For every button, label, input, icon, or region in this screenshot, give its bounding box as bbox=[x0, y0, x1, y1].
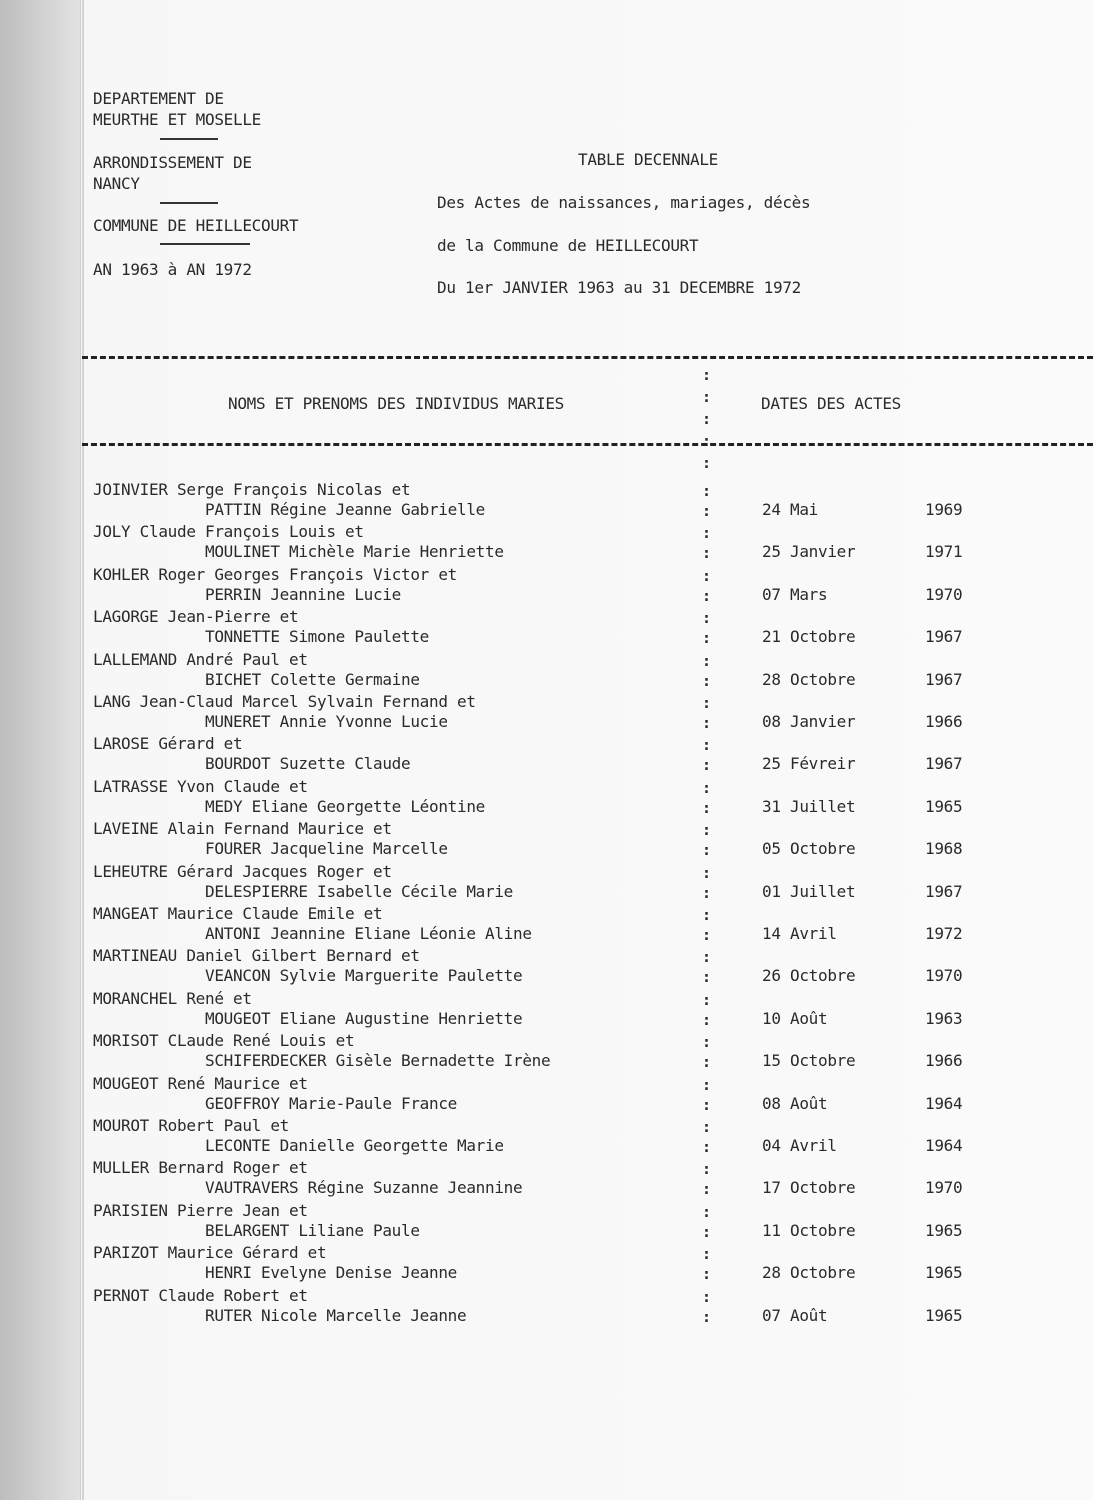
column-separator: : bbox=[702, 609, 712, 628]
entry-husband: LATRASSE Yvon Claude et bbox=[93, 776, 308, 796]
entry-wife: HENRI Evelyne Denise Jeanne bbox=[205, 1263, 457, 1283]
column-separator: : bbox=[702, 948, 712, 967]
entry-year: 1971 bbox=[925, 542, 963, 562]
entry-year: 1967 bbox=[925, 881, 963, 901]
entry-wife: MUNERET Annie Yvonne Lucie bbox=[205, 712, 448, 731]
entry-wife: BOURDOT Suzette Claude bbox=[205, 754, 411, 774]
entry-wife: PATTIN Régine Jeanne Gabrielle bbox=[205, 500, 485, 519]
column-separator: : bbox=[702, 502, 712, 520]
entry-husband: MULLER Bernard Roger et bbox=[93, 1158, 308, 1178]
dept-line2: MEURTHE ET MOSELLE bbox=[93, 110, 261, 129]
entry-husband: MORISOT CLaude René Louis et bbox=[93, 1031, 355, 1051]
column-separator: : bbox=[702, 1245, 712, 1264]
column-separator: : bbox=[702, 694, 712, 712]
arr-line1: ARRONDISSEMENT DE bbox=[93, 153, 252, 172]
page-fold bbox=[82, 0, 84, 1500]
entry-husband: LALLEMAND André Paul et bbox=[93, 649, 308, 669]
entry-year: 1970 bbox=[925, 584, 963, 604]
column-separator: : bbox=[702, 1160, 712, 1179]
column-separator: : bbox=[702, 629, 712, 648]
title-commune: de la Commune de HEILLECOURT bbox=[437, 236, 699, 255]
entry-husband: MANGEAT Maurice Claude Emile et bbox=[93, 904, 383, 923]
entry-date: 04 Avril bbox=[762, 1136, 837, 1155]
entry-date: 31 Juillet bbox=[762, 796, 856, 816]
title-subline: Des Actes de naissances, mariages, décès bbox=[437, 193, 811, 212]
entry-wife: BELARGENT Liliane Paule bbox=[205, 1220, 420, 1240]
column-separator: : bbox=[702, 821, 712, 840]
column-separator: : bbox=[702, 410, 712, 428]
entry-husband: MOUROT Robert Paul et bbox=[93, 1116, 289, 1135]
entry-year: 1967 bbox=[925, 627, 963, 647]
entry-date: 08 Août bbox=[762, 1093, 828, 1113]
column-separator: : bbox=[702, 454, 712, 472]
entry-year: 1964 bbox=[925, 1093, 963, 1113]
column-separator: : bbox=[702, 906, 712, 924]
entry-wife: SCHIFERDECKER Gisèle Bernadette Irène bbox=[205, 1051, 551, 1071]
entry-year: 1964 bbox=[925, 1136, 963, 1155]
column-separator: : bbox=[702, 1138, 712, 1156]
entry-date: 08 Janvier bbox=[762, 712, 856, 731]
entry-year: 1966 bbox=[925, 1051, 963, 1071]
entry-wife: GEOFFROY Marie-Paule France bbox=[205, 1093, 457, 1113]
commune-line: COMMUNE DE HEILLECOURT bbox=[93, 216, 299, 235]
entry-wife: RUTER Nicole Marcelle Jeanne bbox=[205, 1305, 467, 1325]
column-separator: : bbox=[702, 1222, 712, 1241]
column-separator: : bbox=[702, 671, 712, 690]
entry-wife: ANTONI Jeannine Eliane Léonie Aline bbox=[205, 924, 532, 943]
entry-husband: LANG Jean-Claud Marcel Sylvain Fernand et bbox=[93, 692, 476, 711]
document-title: TABLE DECENNALE bbox=[578, 150, 718, 169]
column-separator: : bbox=[702, 1287, 712, 1306]
entry-date: 25 Févreir bbox=[762, 754, 856, 774]
column-separator: : bbox=[702, 926, 712, 944]
entry-date: 28 Octobre bbox=[762, 1263, 856, 1283]
entry-husband: PERNOT Claude Robert et bbox=[93, 1285, 308, 1305]
divider bbox=[160, 138, 218, 140]
column-separator: : bbox=[702, 566, 712, 585]
column-separator: : bbox=[702, 1010, 712, 1029]
entry-date: 01 Juillet bbox=[762, 881, 856, 901]
entry-husband: JOINVIER Serge François Nicolas et bbox=[93, 480, 411, 499]
column-separator: : bbox=[702, 1265, 712, 1284]
column-separator: : bbox=[702, 366, 712, 384]
entry-year: 1967 bbox=[925, 754, 963, 774]
entry-year: 1967 bbox=[925, 669, 963, 689]
entry-date: 10 Août bbox=[762, 1008, 828, 1028]
entry-date: 21 Octobre bbox=[762, 627, 856, 647]
entry-wife: VAUTRAVERS Régine Suzanne Jeannine bbox=[205, 1178, 523, 1198]
entry-date: 07 Mars bbox=[762, 584, 828, 604]
entry-husband: PARIZOT Maurice Gérard et bbox=[93, 1243, 327, 1263]
column-separator: : bbox=[702, 990, 712, 1009]
entry-wife: PERRIN Jeannine Lucie bbox=[205, 584, 401, 604]
column-separator: : bbox=[702, 756, 712, 775]
entry-husband: MOUGEOT René Maurice et bbox=[93, 1073, 308, 1093]
column-separator: : bbox=[702, 883, 712, 902]
entry-date: 15 Octobre bbox=[762, 1051, 856, 1071]
column-header-names: NOMS ET PRENOMS DES INDIVIDUS MARIES bbox=[228, 394, 564, 413]
column-separator: : bbox=[702, 1095, 712, 1114]
entry-date: 05 Octobre bbox=[762, 839, 856, 859]
column-separator: : bbox=[702, 863, 712, 882]
entry-year: 1968 bbox=[925, 839, 963, 859]
entry-husband: MARTINEAU Daniel Gilbert Bernard et bbox=[93, 946, 420, 966]
column-separator: : bbox=[702, 1180, 712, 1199]
column-separator: : bbox=[702, 482, 712, 500]
entry-husband: PARISIEN Pierre Jean et bbox=[93, 1200, 308, 1220]
column-separator: : bbox=[702, 736, 712, 755]
entry-husband: LAGORGE Jean-Pierre et bbox=[93, 607, 299, 627]
column-separator: : bbox=[702, 841, 712, 860]
entry-year: 1970 bbox=[925, 966, 963, 986]
entry-wife: MOULINET Michèle Marie Henriette bbox=[205, 542, 504, 562]
entry-year: 1965 bbox=[925, 1220, 963, 1240]
column-separator: : bbox=[702, 798, 712, 817]
entry-wife: BICHET Colette Germaine bbox=[205, 669, 420, 689]
entry-year: 1972 bbox=[925, 924, 963, 943]
title-period: Du 1er JANVIER 1963 au 31 DECEMBRE 1972 bbox=[437, 278, 801, 297]
entry-date: 28 Octobre bbox=[762, 669, 856, 689]
divider bbox=[160, 243, 250, 245]
divider bbox=[160, 202, 218, 204]
table-header-rule bbox=[82, 443, 1093, 446]
entry-date: 11 Octobre bbox=[762, 1220, 856, 1240]
entry-husband: KOHLER Roger Georges François Victor et bbox=[93, 564, 457, 584]
entry-husband: JOLY Claude François Louis et bbox=[93, 522, 364, 542]
column-separator: : bbox=[702, 1033, 712, 1052]
entry-year: 1966 bbox=[925, 712, 963, 731]
entry-year: 1969 bbox=[925, 500, 963, 519]
entry-husband: MORANCHEL René et bbox=[93, 988, 252, 1008]
binding-margin bbox=[0, 0, 81, 1500]
column-separator: : bbox=[702, 1307, 712, 1326]
entry-year: 1965 bbox=[925, 1305, 963, 1325]
entry-husband: LAROSE Gérard et bbox=[93, 734, 243, 754]
table-top-rule bbox=[82, 356, 1093, 359]
entry-husband: LAVEINE Alain Fernand Maurice et bbox=[93, 819, 392, 839]
column-separator: : bbox=[702, 524, 712, 543]
entry-year: 1965 bbox=[925, 796, 963, 816]
column-separator: : bbox=[702, 778, 712, 797]
column-separator: : bbox=[702, 1118, 712, 1136]
entry-date: 17 Octobre bbox=[762, 1178, 856, 1198]
column-separator: : bbox=[702, 586, 712, 605]
column-separator: : bbox=[702, 388, 712, 406]
column-separator: : bbox=[702, 968, 712, 987]
column-separator: : bbox=[702, 1075, 712, 1094]
entry-wife: MOUGEOT Eliane Augustine Henriette bbox=[205, 1008, 523, 1028]
column-separator: : bbox=[702, 544, 712, 563]
column-separator: : bbox=[702, 432, 712, 450]
entry-wife: TONNETTE Simone Paulette bbox=[205, 627, 429, 647]
column-separator: : bbox=[702, 714, 712, 732]
entry-wife: DELESPIERRE Isabelle Cécile Marie bbox=[205, 881, 513, 901]
arr-line2: NANCY bbox=[93, 174, 140, 193]
entry-wife: VEANCON Sylvie Marguerite Paulette bbox=[205, 966, 523, 986]
entry-date: 14 Avril bbox=[762, 924, 837, 943]
entry-date: 25 Janvier bbox=[762, 542, 856, 562]
entry-wife: FOURER Jacqueline Marcelle bbox=[205, 839, 448, 859]
entry-year: 1965 bbox=[925, 1263, 963, 1283]
entry-date: 07 Août bbox=[762, 1305, 828, 1325]
column-separator: : bbox=[702, 1202, 712, 1221]
column-header-dates: DATES DES ACTES bbox=[761, 394, 901, 413]
entry-wife: MEDY Eliane Georgette Léontine bbox=[205, 796, 485, 816]
entry-date: 26 Octobre bbox=[762, 966, 856, 986]
entry-year: 1963 bbox=[925, 1008, 963, 1028]
entry-husband: LEHEUTRE Gérard Jacques Roger et bbox=[93, 861, 392, 881]
column-separator: : bbox=[702, 651, 712, 670]
column-separator: : bbox=[702, 1053, 712, 1072]
entry-year: 1970 bbox=[925, 1178, 963, 1198]
entry-date: 24 Mai bbox=[762, 500, 818, 519]
year-range: AN 1963 à AN 1972 bbox=[93, 260, 252, 279]
dept-line1: DEPARTEMENT DE bbox=[93, 89, 224, 108]
entry-wife: LECONTE Danielle Georgette Marie bbox=[205, 1136, 504, 1155]
